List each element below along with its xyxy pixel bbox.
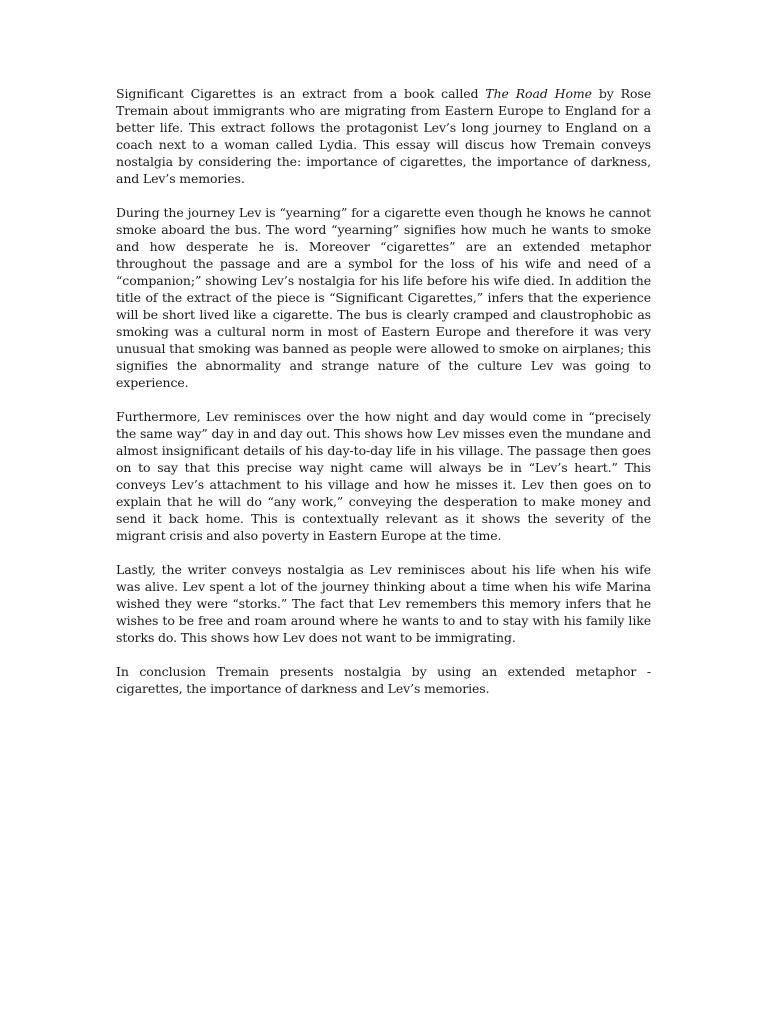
paragraph-memories: Lastly, the writer conveys nostalgia as Lev reminisces about his life when his wife was alive. Lev spent a lot of the journey thinking about a time when his wife Marina wished they were “storks.” The fact that Lev remembers this memory infers that he wishes to be free and roam around where he wants to and to stay with his family like storks do. This shows how Lev does not want to be immigrating. <box>116 562 651 645</box>
book-title: The Road Home <box>485 86 592 101</box>
essay-body <box>116 85 651 697</box>
paragraph-darkness: Furthermore, Lev reminisces over the how night and day would come in “precisely the same way” day in and day out. This shows how Lev misses even the mundane and almost insignificant details of his day-to-day life in his village. The passage then goes on to say that this precise way night came will always be in “Lev’s heart.” This conveys Lev’s attachment to his village and how he misses it. Lev then goes on to explain that he will do “any work,” conveying the desperation to make money and send it back home. This is contextually relevant as it shows the severity of the migrant crisis and also poverty in Eastern Europe at the time. <box>116 409 651 543</box>
paragraph-intro <box>116 85 651 187</box>
paragraph-cigarettes: During the journey Lev is “yearning” for a cigarette even though he knows he cannot smoke aboard the bus. The word “yearning” signifies how much he wants to smoke and how desperate he is. Moreover “cigarettes” are an extended metaphor throughout the passage and are a symbol for the loss of his wife and need of a “companion;” showing Lev’s nostalgia for his life before his wife died. In addition the title of the extract of the piece is “Significant Cigarettes,” infers that the experience will be short lived like a cigarette. The bus is clearly cramped and claustrophobic as smoking was a cultural norm in most of Eastern Europe and therefore it was very unusual that smoking was banned as people were allowed to smoke on airplanes; this signifies the abnormality and strange nature of the culture Lev was going to experience. <box>116 205 651 390</box>
intro-text-end: by Rose Tremain about immigrants who are migrating from Eastern Europe to England for a better life. This extract follows the protagonist Lev’s long journey to England on a coach next to a woman called Lydia. This essay will discus how Tremain conveys nostalgia by considering the: importance of cigarettes, the importance of darkness, and Lev’s memories. <box>116 86 651 186</box>
paragraph-conclusion: In conclusion Tremain presents nostalgia by using an extended metaphor - cigarettes, the importance of darkness and Lev’s memories. <box>116 664 651 696</box>
intro-text-start: Significant Cigarettes is an extract from a book called <box>116 86 486 101</box>
